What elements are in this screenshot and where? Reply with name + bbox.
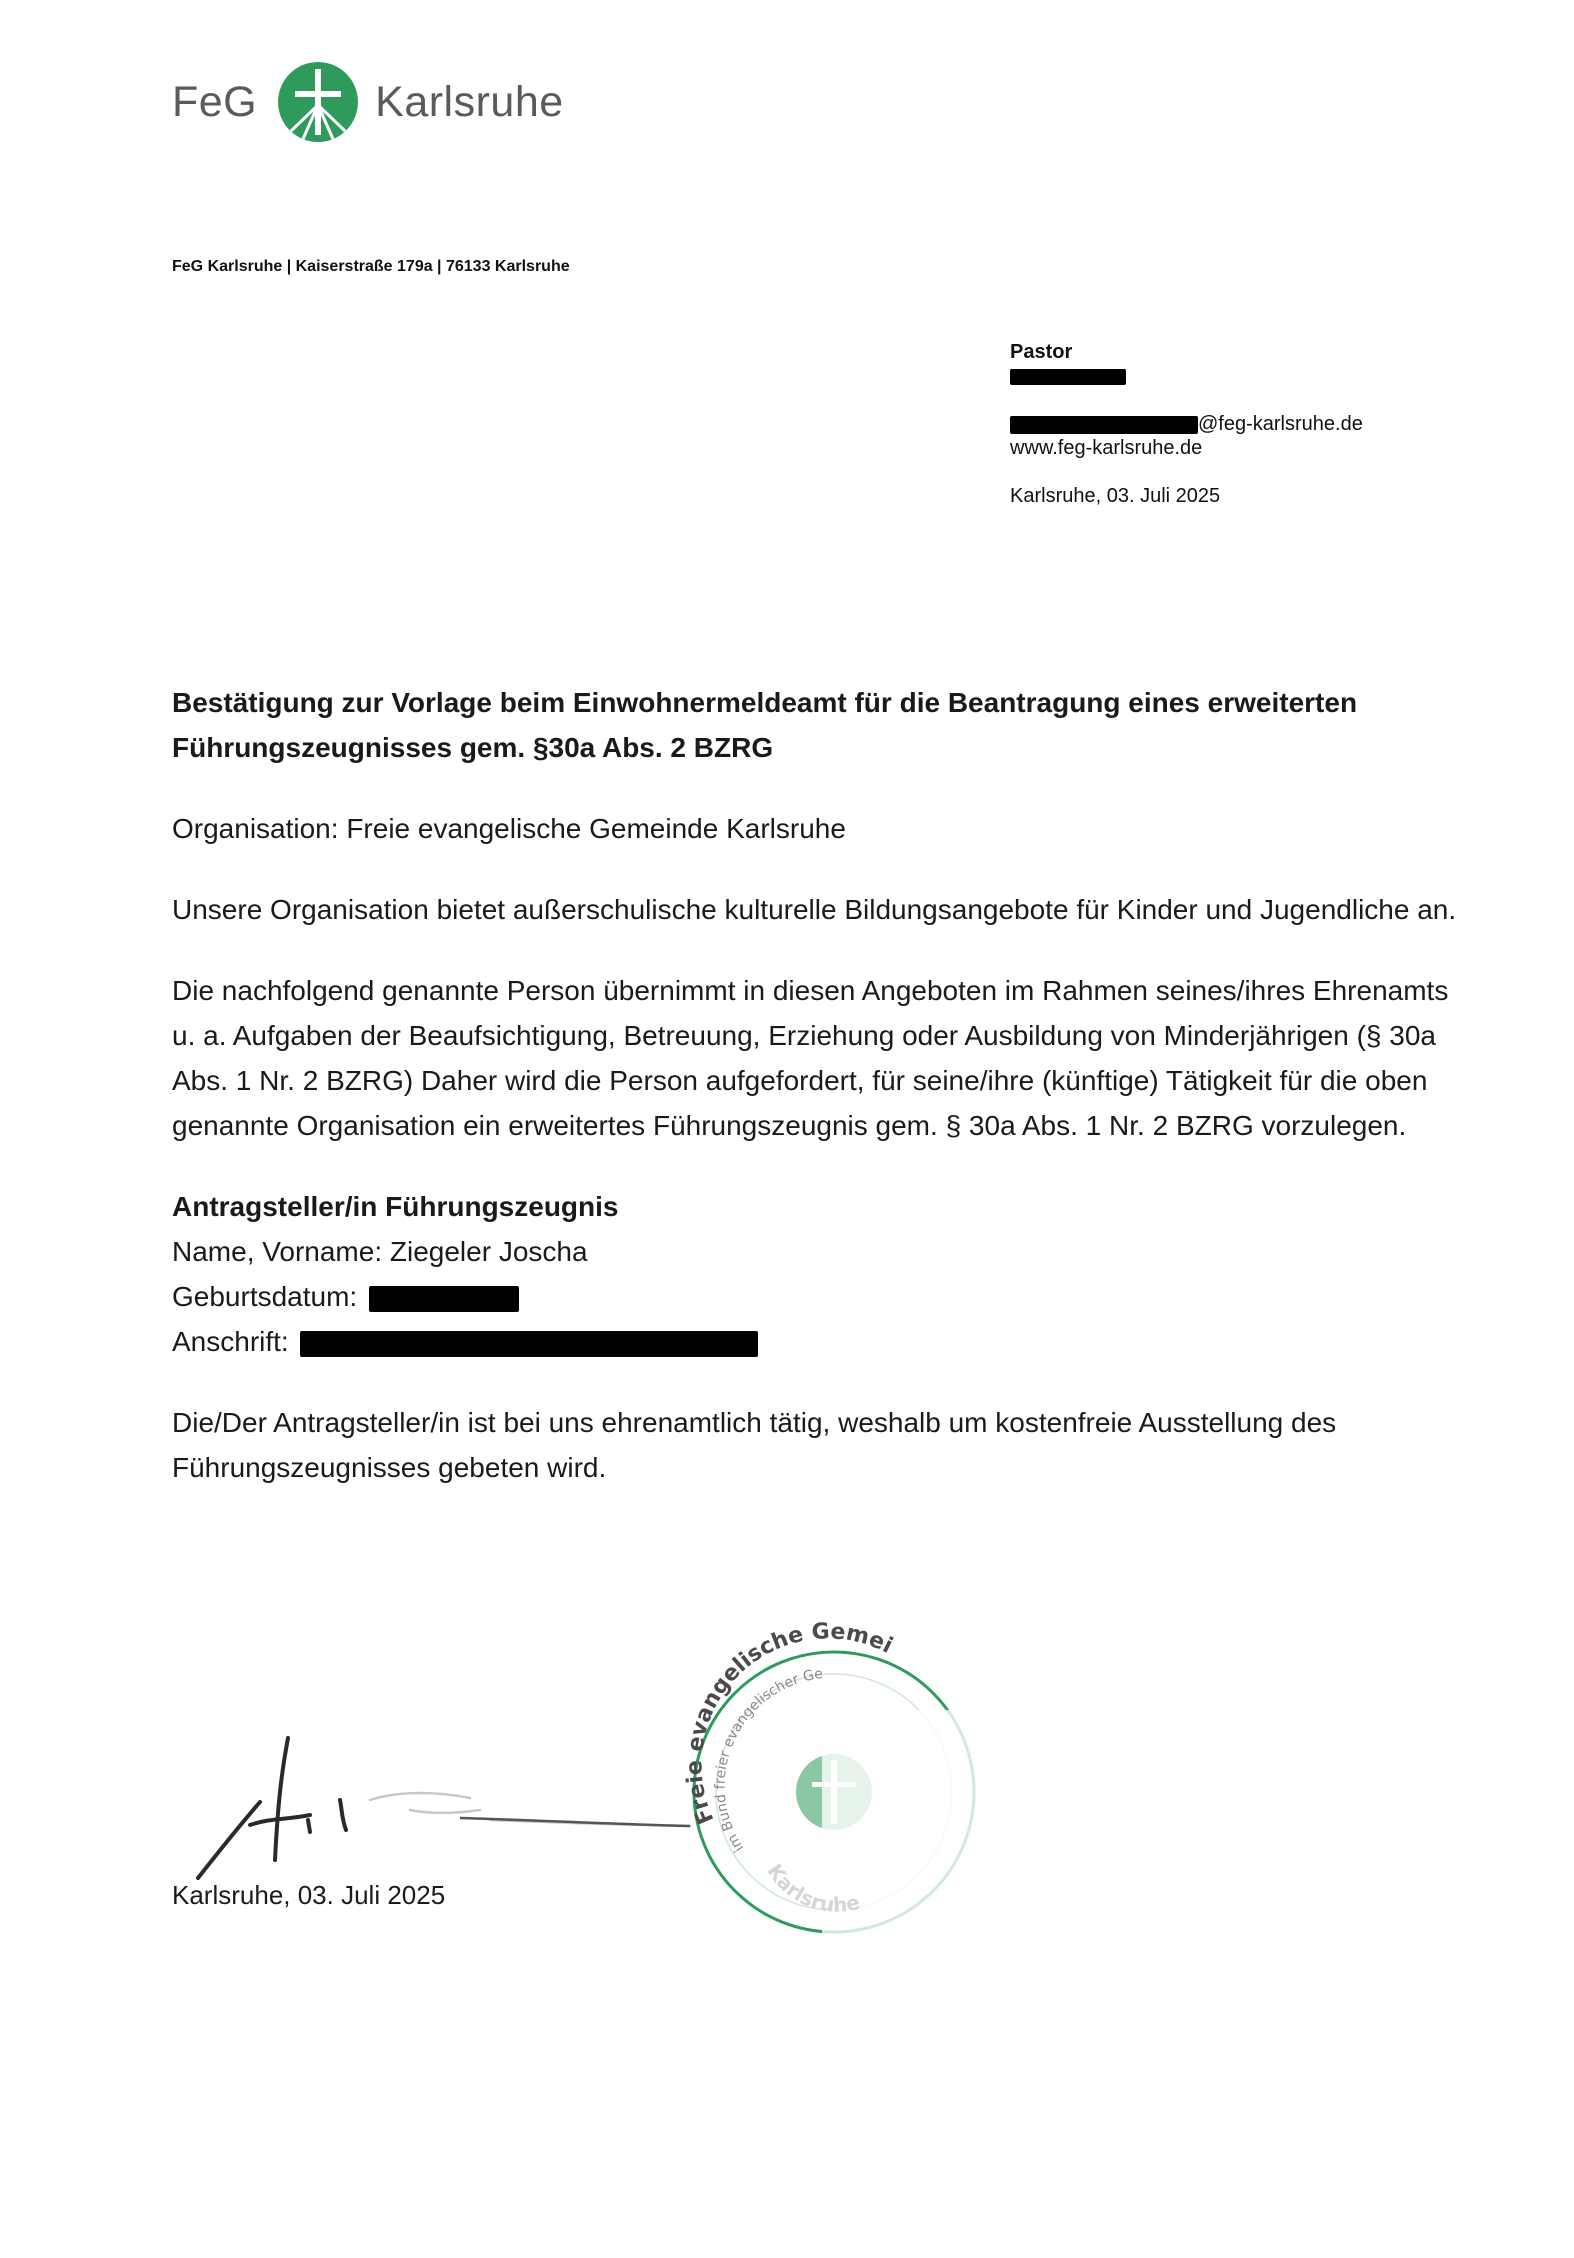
stamp-bottom-text: Karlsruhe xyxy=(762,1859,863,1917)
sender-address-line: FeG Karlsruhe | Kaiserstraße 179a | 76133 Karlsruhe xyxy=(172,258,570,275)
contact-date: Karlsruhe, 03. Juli 2025 xyxy=(1010,485,1221,507)
letter-body xyxy=(172,680,1472,1490)
handwritten-signature xyxy=(190,1730,710,1880)
organisation-line: Organisation: Freie evangelische Gemeinde Karlsruhe xyxy=(172,813,846,844)
stamp-inner-text: im Bund freier evangelischer Ge xyxy=(712,1666,824,1855)
applicant-name: Name, Vorname: Ziegeler Joscha xyxy=(172,1236,588,1267)
church-seal-stamp xyxy=(672,1620,992,1940)
redaction-bar xyxy=(1010,369,1126,385)
applicant-heading: Antragsteller/in Führungszeugnis xyxy=(172,1191,619,1222)
redaction-bar xyxy=(369,1286,519,1312)
cross-logo-icon xyxy=(277,61,359,143)
birthdate-label: Geburtsdatum: xyxy=(172,1281,358,1312)
signature-date: Karlsruhe, 03. Juli 2025 xyxy=(172,1880,446,1910)
letter-subject: Bestätigung zur Vorlage beim Einwohnermeldeamt für die Beantragung eines erweiterten Führungszeugnisses gem. §30a Abs. 2 BZRG xyxy=(172,687,1358,763)
paragraph-offer: Unsere Organisation bietet außerschulische kulturelle Bildungsangebote für Kinder und Jugendliche an. xyxy=(172,894,1457,925)
contact-role: Pastor xyxy=(1010,341,1073,363)
contact-email-domain: @feg-karlsruhe.de xyxy=(1198,413,1363,435)
contact-website: www.feg-karlsruhe.de xyxy=(1010,437,1203,459)
church-logo xyxy=(172,60,564,144)
redaction-bar xyxy=(300,1331,758,1357)
contact-block xyxy=(1010,340,1363,508)
paragraph-free-issuance: Die/Der Antragsteller/in ist bei uns ehrenamtlich tätig, weshalb um kostenfreie Ausstellung des Führungszeugnisses gebeten wird. xyxy=(172,1407,1337,1483)
applicant-birthdate xyxy=(172,1274,1472,1319)
paragraph-duties: Die nachfolgend genannte Person übernimmt in diesen Angeboten im Rahmen seines/ihres Ehrenamts u. a. Aufgaben der Beaufsichtigung, Betreuung, Erziehung oder Ausbildung von Minderjährigen (§ 30a Abs. 1 Nr. 2 BZRG) Daher wird die Person aufgefordert, für seine/ihre (künftige) Tätigkeit für die oben genannte Organisation ein erweitertes Führungszeugnis gem. § 30a Abs. 1 Nr. 2 BZRG vorzulegen. xyxy=(172,975,1449,1141)
stamp-outer-text: Freie evangelische Gemei xyxy=(682,1620,897,1828)
address-label: Anschrift: xyxy=(172,1326,289,1357)
logo-text-city: Karlsruhe xyxy=(375,77,564,126)
redaction-bar xyxy=(1010,416,1198,434)
contact-email xyxy=(1010,412,1363,436)
logo-text-feg: FeG xyxy=(172,77,258,126)
applicant-address xyxy=(172,1319,1472,1364)
contact-name-redacted xyxy=(1010,364,1363,388)
